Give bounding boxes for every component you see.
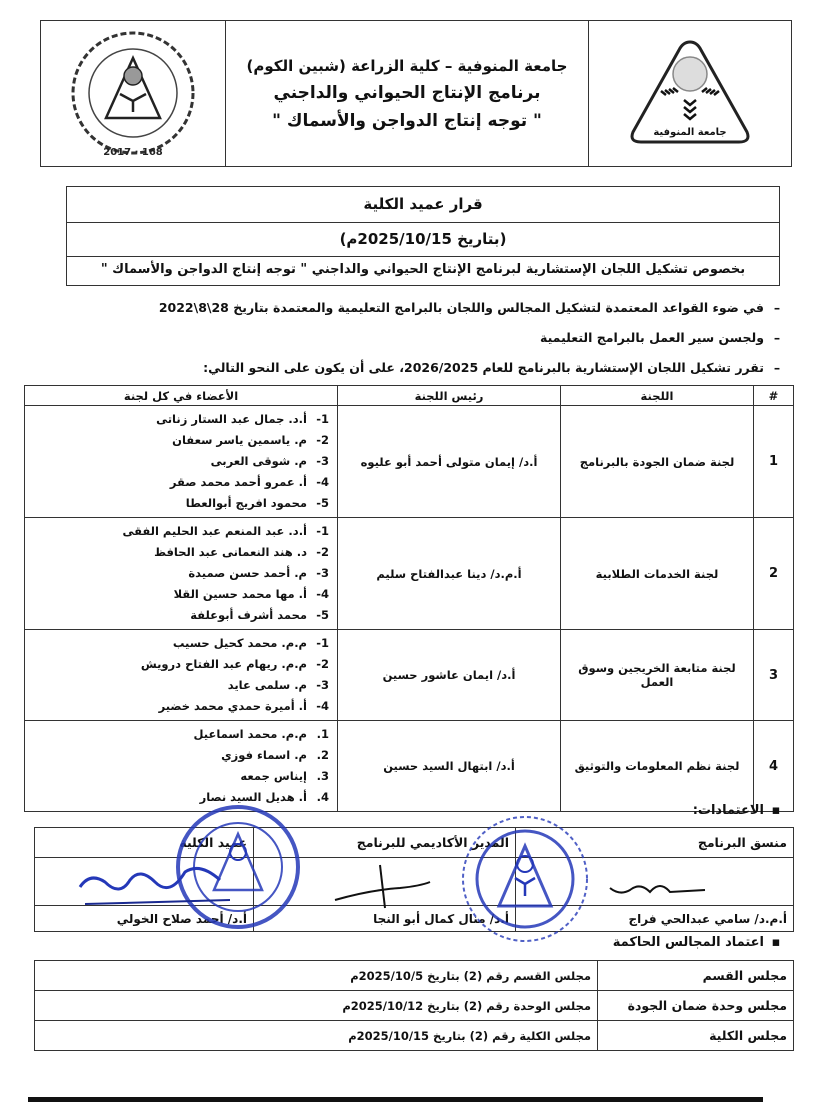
council-row	[35, 961, 794, 991]
intro-text: في ضوء القواعد المعتمدة لتشكيل المجالس واللجان بالبرامج التعليمية والمعتمدة بتاريخ 28\8\2022	[158, 300, 764, 315]
committee-members	[25, 630, 338, 721]
council-name: مجلس القسم	[598, 961, 794, 991]
decision-title: قرار عميد الكلية	[67, 187, 779, 223]
committee-row	[25, 406, 794, 518]
document-header	[40, 20, 792, 167]
member-name: أ. هديل السيد نصار	[199, 790, 307, 804]
committee-members	[25, 406, 338, 518]
name-dean: أ.د/ أحمد صلاح الخولي	[35, 906, 254, 932]
committee-row	[25, 630, 794, 721]
member-item	[31, 745, 329, 766]
member-number: -2	[316, 545, 329, 559]
council-name: مجلس وحدة ضمان الجودة	[598, 991, 794, 1021]
member-name: م. شوقى العربى	[210, 454, 307, 468]
council-row	[35, 991, 794, 1021]
svg-text:2017 · 168: 2017 · 168	[103, 147, 163, 158]
intro-item	[120, 293, 790, 323]
member-number: .4	[316, 790, 329, 804]
approvals-label-text: الاعتمادات:	[692, 803, 764, 818]
table-header-row	[25, 386, 794, 406]
member-name: م.م. محمد اسماعيل	[193, 727, 307, 741]
member-number: .1	[316, 727, 329, 741]
university-faculty-title: جامعة المنوفية – كلية الزراعة (شبين الكوم)	[246, 56, 568, 75]
member-item	[31, 696, 329, 717]
member-item	[31, 493, 329, 514]
role-dean: عميد الكلية	[35, 828, 254, 858]
intro-item	[120, 323, 790, 353]
committees-table	[24, 385, 794, 812]
decision-date: (بتاريخ 2025/10/15م)	[67, 223, 779, 257]
footer-rule	[28, 1097, 763, 1102]
member-item	[31, 430, 329, 451]
member-name: م. اسماء فوزي	[221, 748, 307, 762]
col-header-number: #	[754, 386, 794, 406]
committee-number: 1	[754, 406, 794, 518]
col-header-committee: اللجنة	[561, 386, 754, 406]
decision-subject: بخصوص تشكيل اللجان الإستشارية لبرنامج الإنتاج الحيواني والداجني " توجه إنتاج الدواجن والأسماك "	[100, 262, 746, 277]
member-name: أ.د. جمال عبد الستار زناتى	[156, 412, 307, 426]
member-item	[31, 563, 329, 584]
approval-signatures-row	[35, 858, 794, 906]
intro-item	[120, 353, 790, 383]
member-name: أ. أميرة حمدي محمد خضير	[158, 699, 307, 713]
member-item	[31, 521, 329, 542]
member-name: إيناس جمعه	[240, 769, 307, 783]
faculty-accreditation-logo	[41, 21, 226, 166]
member-item	[31, 409, 329, 430]
member-number: -3	[316, 454, 329, 468]
program-track-title: " توجه إنتاج الدواجن والأسماك "	[272, 110, 542, 131]
header-title-block	[226, 21, 589, 166]
member-item	[31, 605, 329, 626]
member-number: -3	[316, 566, 329, 580]
member-item	[31, 724, 329, 745]
member-item	[31, 584, 329, 605]
member-number: -4	[316, 587, 329, 601]
member-item	[31, 787, 329, 808]
committee-members	[25, 721, 338, 812]
member-name: م.م. محمد كحيل حسيب	[172, 636, 307, 650]
member-number: .3	[316, 769, 329, 783]
program-title: برنامج الإنتاج الحيواني والداجني	[273, 82, 541, 103]
intro-list	[120, 293, 790, 383]
approvals-label: ▪الاعتمادات:	[692, 803, 781, 818]
councils-label: ▪اعتماد المجالس الحاكمة	[612, 935, 781, 950]
dash-bullet: –	[773, 330, 781, 345]
member-item	[31, 633, 329, 654]
committee-row	[25, 721, 794, 812]
member-item	[31, 542, 329, 563]
col-header-members: الأعضاء في كل لجنة	[25, 386, 338, 406]
name-academic-director: أ.د/ منال كمال أبو النجا	[254, 906, 516, 932]
member-name: أ. عمرو أحمد محمد صقر	[169, 475, 307, 489]
committee-row	[25, 518, 794, 630]
member-number: -2	[316, 433, 329, 447]
member-name: د. هند النعمانى عبد الحافظ	[154, 545, 307, 559]
committee-name: لجنة ضمان الجودة بالبرنامج	[561, 406, 754, 518]
signature-coordinator	[516, 858, 794, 906]
council-row	[35, 1021, 794, 1051]
approvals-table	[34, 827, 794, 932]
member-number: -5	[316, 496, 329, 510]
col-header-chair: رئيس اللجنة	[338, 386, 561, 406]
member-number: -4	[316, 475, 329, 489]
committee-chair: أ.م.د/ دينا عبدالفتاح سليم	[338, 518, 561, 630]
council-detail: مجلس الوحدة رقم (2) بتاريخ 2025/10/12م	[35, 991, 598, 1021]
committee-name: لجنة الخدمات الطلابية	[561, 518, 754, 630]
committee-chair: أ.د/ إيمان متولى أحمد أبو عليوه	[338, 406, 561, 518]
council-detail: مجلس القسم رقم (2) بتاريخ 2025/10/5م	[35, 961, 598, 991]
committee-number: 2	[754, 518, 794, 630]
member-number: -2	[316, 657, 329, 671]
menoufia-university-logo-icon	[625, 36, 755, 151]
committee-chair: أ.د/ ابتهال السيد حسين	[338, 721, 561, 812]
committee-name: لجنة متابعة الخريجين وسوق العمل	[561, 630, 754, 721]
approval-roles-row	[35, 828, 794, 858]
university-logo	[589, 21, 791, 166]
intro-text: ولجسن سير العمل بالبرامج التعليمية	[540, 330, 764, 345]
committee-number: 4	[754, 721, 794, 812]
member-name: أ. مها محمد حسين القلا	[173, 587, 307, 601]
councils-table	[34, 960, 794, 1051]
signature-academic-director	[254, 858, 516, 906]
committee-chair: أ.د/ ايمان عاشور حسين	[338, 630, 561, 721]
role-academic-director: المدير الأكاديمي للبرنامج	[254, 828, 516, 858]
member-name: أ.د. عبد المنعم عبد الحليم الفقى	[122, 524, 307, 538]
member-number: -1	[316, 636, 329, 650]
member-item	[31, 472, 329, 493]
member-number: -4	[316, 699, 329, 713]
intro-text: تقرر تشكيل اللجان الإستشارية بالبرنامج للعام 2026/2025، على أن يكون على النحو التالي:	[203, 360, 764, 375]
member-name: محمد أشرف أبوعلفة	[190, 608, 307, 622]
member-name: م.م. ريهام عبد الفتاح درويش	[140, 657, 307, 671]
member-number: -1	[316, 524, 329, 538]
committee-number: 3	[754, 630, 794, 721]
dash-bullet: –	[773, 360, 781, 375]
dash-bullet: –	[773, 300, 781, 315]
council-name: مجلس الكلية	[598, 1021, 794, 1051]
member-number: -1	[316, 412, 329, 426]
role-coordinator: منسق البرنامج	[516, 828, 794, 858]
name-coordinator: أ.م.د/ سامي عبدالحي فراج	[516, 906, 794, 932]
logo-caption: جامعة المنوفية	[653, 127, 727, 138]
committee-members	[25, 518, 338, 630]
council-detail: مجلس الكلية رقم (2) بتاريخ 2025/10/15م	[35, 1021, 598, 1051]
member-item	[31, 766, 329, 787]
member-item	[31, 675, 329, 696]
councils-label-text: اعتماد المجالس الحاكمة	[612, 935, 764, 950]
decision-box	[66, 186, 780, 286]
committee-name: لجنة نظم المعلومات والتوثيق	[561, 721, 754, 812]
member-name: م. سلمى عايد	[227, 678, 307, 692]
member-number: -3	[316, 678, 329, 692]
member-number: -5	[316, 608, 329, 622]
member-name: محمود افريج أبوالعطا	[185, 496, 307, 510]
member-item	[31, 451, 329, 472]
member-name: م. أحمد حسن صميدة	[188, 566, 307, 580]
approval-names-row	[35, 906, 794, 932]
signature-dean	[35, 858, 254, 906]
member-name: م. ياسمين ياسر سعفان	[172, 433, 307, 447]
member-number: .2	[316, 748, 329, 762]
member-item	[31, 654, 329, 675]
accredited-faculty-seal-icon	[58, 26, 208, 161]
